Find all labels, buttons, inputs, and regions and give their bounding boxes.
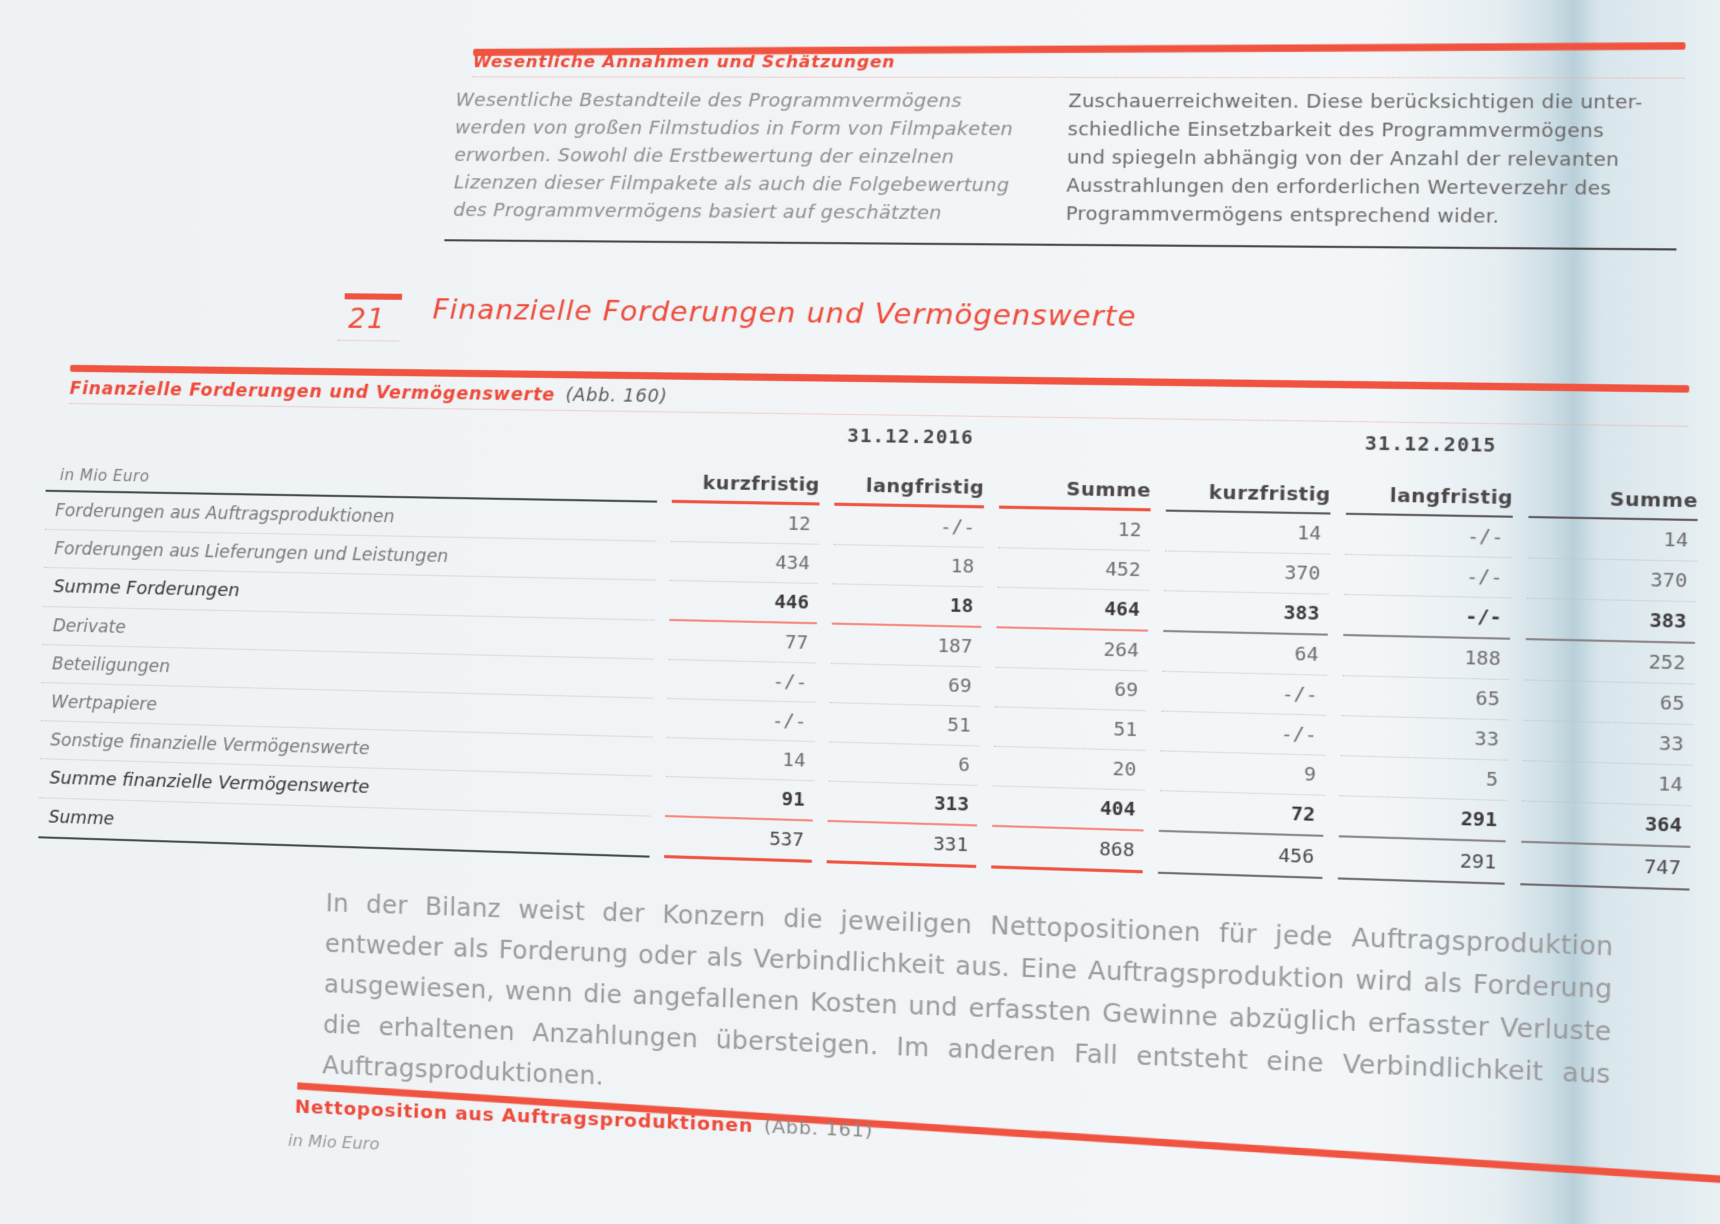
- cell-2016-kurzfristig: 14: [666, 738, 814, 781]
- col-langfristig-2015: langfristig: [1346, 455, 1514, 518]
- cell-2016-summe: 264: [996, 628, 1148, 671]
- cell-2015-langfristig: 65: [1341, 676, 1509, 720]
- cell-2015-summe: 14: [1522, 761, 1692, 806]
- cell-2015-langfristig: 291: [1338, 837, 1506, 884]
- row-label: Wertpapiere: [41, 683, 653, 738]
- cell-2016-langfristig: 6: [828, 742, 978, 786]
- cell-2015-langfristig: -/-: [1343, 595, 1511, 640]
- cell-2016-summe: 404: [992, 786, 1144, 831]
- cell-2015-kurzfristig: 9: [1160, 751, 1325, 795]
- col-kurzfristig-2016: kurzfristig: [672, 444, 821, 505]
- cell-2016-kurzfristig: 77: [668, 621, 817, 664]
- financial-assets-table: [24, 400, 1715, 891]
- row-label: Summe Forderungen: [43, 568, 655, 621]
- next-table-unit: in Mio Euro: [287, 1130, 380, 1154]
- row-label: Beteiligungen: [42, 645, 654, 699]
- notes-right-line: Ausstrahlungen den erforderlichen Werteverzehr des: [1066, 174, 1612, 200]
- cell-2015-kurzfristig: 72: [1159, 791, 1324, 837]
- notes-box-title: Wesentliche Annahmen und Schätzungen: [472, 51, 896, 72]
- cell-2015-langfristig: -/-: [1344, 555, 1512, 599]
- cell-2016-kurzfristig: 446: [669, 581, 818, 624]
- cell-2016-langfristig: 313: [828, 782, 978, 827]
- notes-box-bottom-rule: [444, 239, 1676, 250]
- notes-box-left-column: [453, 87, 1047, 229]
- notes-left-line: Lizenzen dieser Filmpakete als auch die Folgebewertung: [453, 172, 1010, 197]
- cell-2016-kurzfristig: 434: [670, 542, 819, 584]
- cell-2015-summe: 370: [1527, 558, 1697, 602]
- cell-2016-kurzfristig: -/-: [668, 660, 817, 703]
- cell-2016-summe: 69: [995, 668, 1147, 711]
- cell-2016-langfristig: 51: [829, 703, 979, 746]
- cell-2015-kurzfristig: 370: [1164, 551, 1329, 594]
- cell-2015-langfristig: 291: [1339, 796, 1507, 842]
- cell-2016-summe: 868: [991, 827, 1143, 873]
- cell-2015-langfristig: 188: [1342, 636, 1510, 680]
- row-label: Sonstige finanzielle Vermögenswerte: [40, 721, 652, 776]
- cell-2016-langfristig: 18: [833, 545, 983, 587]
- col-summe-2015: Summe: [1528, 458, 1699, 522]
- cell-2015-summe: 364: [1521, 801, 1691, 847]
- cell-2016-kurzfristig: -/-: [667, 699, 816, 742]
- row-label: Derivate: [42, 607, 654, 660]
- row-label: Summe: [38, 798, 650, 857]
- notes-box-right-column: [1066, 87, 1690, 232]
- cell-2015-kurzfristig: 456: [1158, 832, 1323, 879]
- notes-right-line: und spiegeln abhängig von der Anzahl der relevanten: [1066, 146, 1620, 172]
- cell-2016-langfristig: 18: [832, 584, 982, 628]
- notes-right-line: Zuschauerreichweiten. Diese berücksichtigen die unter-: [1068, 90, 1644, 114]
- next-table-caption-title: Nettoposition aus Auftragsproduktionen: [294, 1096, 754, 1138]
- body-paragraph: In der Bilanz weist der Konzern die jeweiligen Nettopositionen für jede Auftragsproduktion entweder als Forderung oder als Verbindlichkeit aus. Eine Auftragsproduktion wird als Forderung ausgewiesen, wenn die angefallenen Kosten und erfassten Gewinne abzüglich erfasster Verluste die erhaltenen Anzahlungen übersteigen. Im anderen Fall entsteht eine Verbindlichkeit aus Auftragsproduktionen.: [322, 888, 1614, 1091]
- notes-right-line: schiedliche Einsetzbarkeit des Programmvermögens: [1067, 118, 1605, 143]
- cell-2016-summe: 452: [997, 548, 1149, 591]
- cell-2015-kurzfristig: 64: [1162, 632, 1327, 676]
- table-caption-title: Finanzielle Forderungen und Vermögenswerte: [69, 378, 556, 406]
- col-langfristig-2016: langfristig: [834, 447, 985, 509]
- period-2015: 31.12.2015: [1364, 432, 1497, 458]
- period-2016: 31.12.2016: [847, 425, 975, 449]
- cell-2016-summe: 12: [998, 509, 1150, 551]
- notes-left-line: werden von großen Filmstudios in Form von Filmpaketen: [454, 117, 1014, 141]
- notes-left-line: des Programmvermögens basiert auf geschätzten: [453, 199, 943, 225]
- row-label: Summe finanzielle Vermögenswerte: [39, 759, 651, 816]
- row-label: Forderungen aus Lieferungen und Leistungen: [44, 530, 656, 581]
- table-figure-ref: (Abb. 160): [565, 385, 668, 408]
- cell-2015-kurzfristig: -/-: [1161, 712, 1326, 756]
- cell-2016-langfristig: 69: [830, 664, 980, 707]
- section-number-divider: [338, 340, 399, 342]
- section-number: 21: [347, 303, 386, 336]
- section-number-bar: [345, 293, 403, 300]
- notes-box-title-divider: [473, 76, 1685, 78]
- cell-2015-langfristig: 5: [1340, 756, 1508, 801]
- cell-2016-langfristig: 331: [827, 822, 977, 868]
- notes-right-line: Programmvermögens entsprechend wider.: [1065, 203, 1500, 228]
- cell-2016-summe: 20: [993, 747, 1145, 791]
- notes-left-line: Wesentliche Bestandteile des Programmvermögens: [455, 89, 962, 113]
- cell-2016-summe: 464: [996, 588, 1148, 632]
- cell-2015-summe: 252: [1525, 640, 1695, 684]
- notes-left-line: erworben. Sowohl die Erstbewertung der einzelnen: [454, 144, 955, 169]
- cell-2015-summe: 14: [1528, 518, 1698, 562]
- col-kurzfristig-2015: kurzfristig: [1166, 452, 1332, 515]
- cell-2016-kurzfristig: 537: [664, 817, 813, 863]
- cell-2016-summe: 51: [994, 707, 1146, 751]
- row-label: Forderungen aus Auftragsproduktionen: [45, 492, 657, 542]
- unit-label: in Mio Euro: [46, 435, 659, 503]
- cell-2016-langfristig: 187: [831, 625, 981, 668]
- cell-2015-summe: 33: [1523, 721, 1693, 766]
- cell-2015-summe: 747: [1520, 843, 1690, 891]
- cell-2016-kurzfristig: 12: [671, 503, 820, 545]
- cell-2015-langfristig: -/-: [1345, 515, 1513, 558]
- section-title: Finanzielle Forderungen und Vermögenswerte: [432, 294, 1137, 334]
- cell-2016-langfristig: -/-: [833, 506, 983, 548]
- cell-2016-kurzfristig: 91: [665, 777, 814, 821]
- col-summe-2016: Summe: [999, 449, 1152, 511]
- cell-2015-kurzfristig: 14: [1165, 512, 1330, 555]
- next-table-figure-ref: (Abb. 161): [763, 1115, 874, 1143]
- cell-2015-summe: 65: [1524, 680, 1694, 725]
- cell-2015-kurzfristig: -/-: [1161, 672, 1326, 716]
- table-body: [38, 492, 1697, 891]
- cell-2015-langfristig: 33: [1341, 716, 1509, 761]
- cell-2015-summe: 383: [1526, 599, 1696, 644]
- cell-2015-kurzfristig: 383: [1163, 591, 1328, 636]
